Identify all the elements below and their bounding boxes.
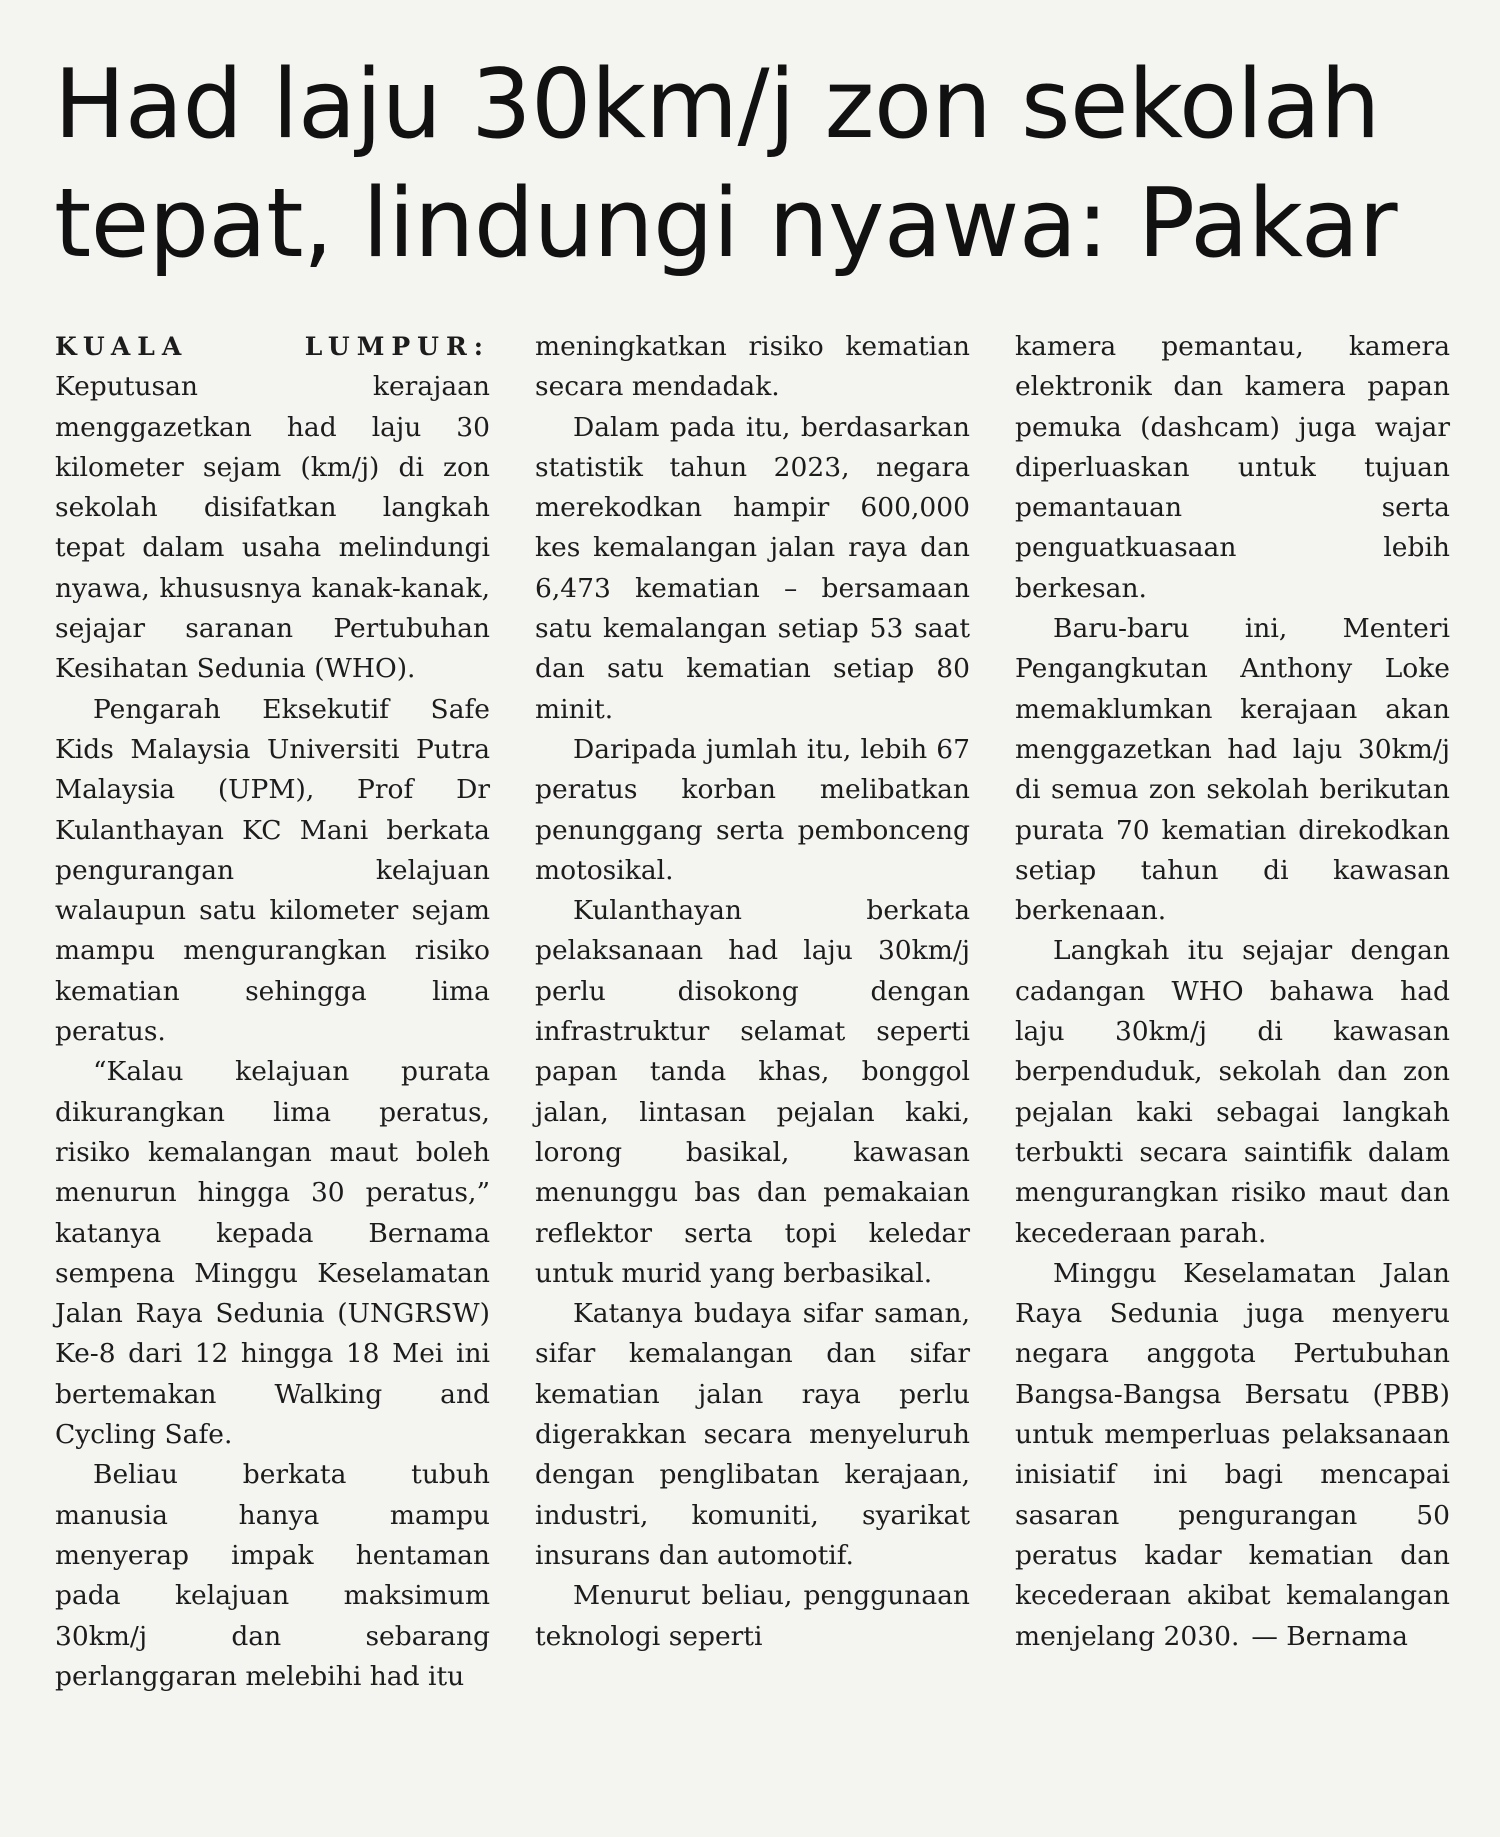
article-paragraph: Baru-baru ini, Menteri Pengangkutan Anthony Loke memaklumkan kerajaan akan menggazetkan had laju 30km/j di semua zon sekolah berikutan purata 70 kematian direkodkan setiap tahun di kawasan berkenaan. bbox=[1015, 613, 1450, 927]
article-paragraph: Dalam pada itu, berdasarkan statistik tahun 2023, negara merekodkan hampir 600,000 kes kemalangan jalan raya dan 6,473 kematian – bersamaan satu kemalangan setiap 53 saat dan satu kematian setiap 80 minit. bbox=[535, 411, 970, 725]
headline: Had laju 30km/j zon sekolah tepat, lindungi nyawa: Pakar bbox=[54, 50, 1398, 279]
article-paragraph bbox=[55, 327, 490, 690]
paragraph-text: Minggu Keselamatan Jalan Raya Sedunia juga menyeru negara anggota Pertubuhan Bangsa-Bangsa Bersatu (PBB) untuk memperluas pelaksanaan inisiatif ini bagi mencapai sasaran pengurangan 50 peratus kadar kematian dan kecederaan akibat kemalangan menjelang 2030. bbox=[1015, 1257, 1450, 1652]
article-paragraph: Menurut beliau, penggunaan teknologi seperti bbox=[535, 1580, 970, 1652]
article-paragraph: Beliau berkata tubuh manusia hanya mampu menyerap impak hentaman pada kelajuan maksimum 30km/j dan sebarang perlanggaran melebihi had itu bbox=[55, 1459, 490, 1692]
article-paragraph: Kulanthayan berkata pelaksanaan had laju 30km/j perlu disokong dengan infrastruktur selamat seperti papan tanda khas, bonggol jalan, lintasan pejalan kaki, lorong basikal, kawasan menunggu bas dan pemakaian reflektor serta topi keledar untuk murid yang berbasikal. bbox=[535, 895, 970, 1289]
article-column-3 bbox=[1015, 327, 1450, 1657]
article-paragraph: Daripada jumlah itu, lebih 67 peratus korban melibatkan penunggang serta pembonceng motosikal. bbox=[535, 733, 970, 886]
article-paragraph: “Kalau kelajuan purata dikurangkan lima peratus, risiko kemalangan maut boleh menurun hingga 30 peratus,” katanya kepada Bernama sempena Minggu Keselamatan Jalan Raya Sedunia (UNGRSW) Ke-8 dari 12 hingga 18 Mei ini bertemakan Walking and Cycling Safe. bbox=[55, 1056, 490, 1451]
article-paragraph: Langkah itu sejajar dengan cadangan WHO bahawa had laju 30km/j di kawasan berpenduduk, sekolah dan zon pejalan kaki sebagai langkah terbukti secara saintifik dalam mengurangkan risiko maut dan kecederaan parah. bbox=[1015, 935, 1450, 1249]
article-column-2 bbox=[535, 327, 970, 1657]
article-paragraph: Katanya budaya sifar saman, sifar kemalangan dan sifar kematian jalan raya perlu digerakkan secara menyeluruh dengan penglibatan kerajaan, industri, komuniti, syarikat insurans dan automotif. bbox=[535, 1298, 970, 1571]
article-column-1 bbox=[55, 327, 490, 1697]
article-paragraph: Pengarah Eksekutif Safe Kids Malaysia Universiti Putra Malaysia (UPM), Prof Dr Kulanthayan KC Mani berkata pengurangan kelajuan walaupun satu kilometer sejam mampu mengurangkan risiko kematian sehingga lima peratus. bbox=[55, 693, 490, 1048]
article-paragraph: kamera pemantau, kamera elektronik dan kamera papan pemuka (dashcam) juga wajar diperluaskan untuk tujuan pemantauan serta penguatkuasaan lebih berkesan. bbox=[1015, 331, 1450, 604]
dateline: KUALA LUMPUR: bbox=[55, 332, 490, 361]
byline-source: — Bernama bbox=[1251, 1620, 1408, 1652]
article-paragraph bbox=[1015, 1254, 1450, 1657]
article-paragraph: meningkatkan risiko kematian secara mendadak. bbox=[535, 331, 970, 403]
paragraph-text: Keputusan kerajaan menggazetkan had laju 30 kilometer sejam (km/j) di zon sekolah disifatkan langkah tepat dalam usaha melindungi nyawa, khususnya kanak-kanak, sejajar saranan Pertubuhan Kesihatan Sedunia (WHO). bbox=[55, 371, 490, 685]
